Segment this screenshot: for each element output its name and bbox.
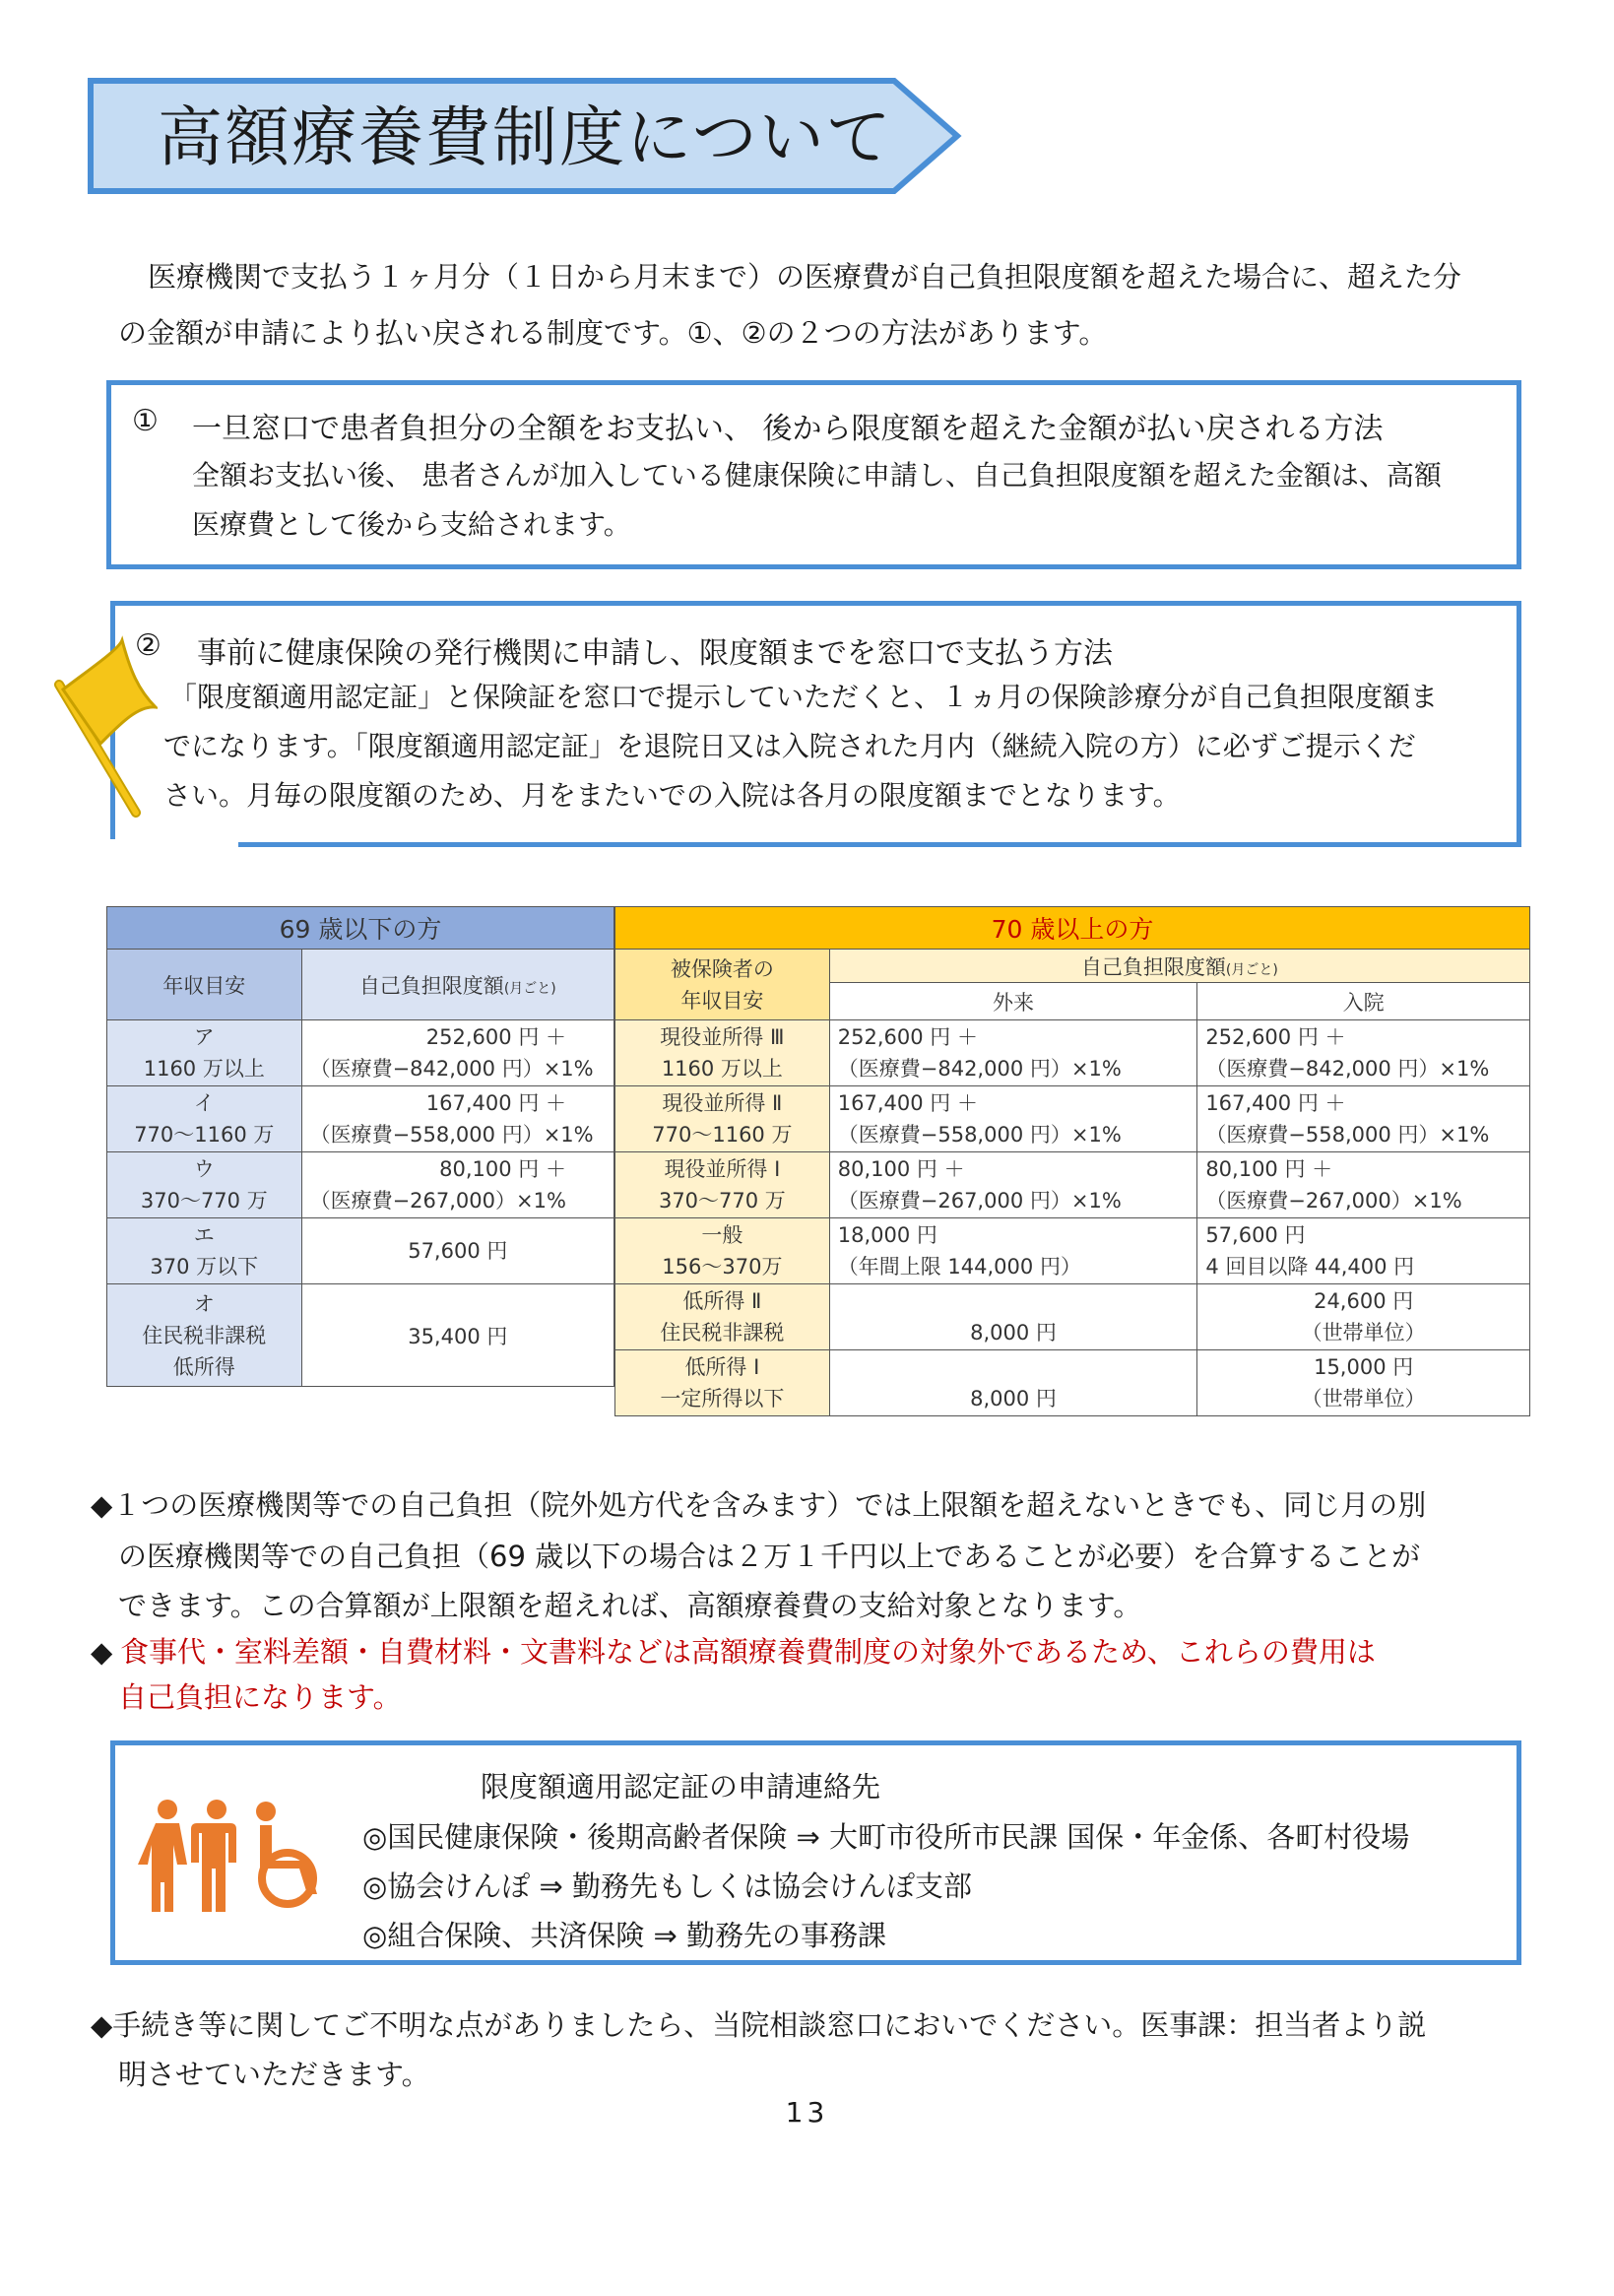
contact-line-1: ◎国民健康保険・後期高齢者保険 ⇒ 大町市役所市民課 国保・年金係、各町村役場: [362, 1820, 1410, 1854]
t70-grade: 現役並所得 Ⅲ: [660, 1025, 785, 1049]
t69-grade: イ: [193, 1091, 215, 1115]
intro-line-1: 医療機関で支払う１ヶ月分（１日から月末まで）の医療費が自己負担限度額を超えた場合に、超えた分: [148, 260, 1462, 294]
t70-out1: 167,400 円 ＋: [837, 1091, 978, 1115]
table-row: [615, 1086, 1530, 1152]
t70-in1: 80,100 円 ＋: [1205, 1157, 1333, 1181]
page-number: 13: [785, 2096, 829, 2129]
table69-col-income: 年収目安: [107, 950, 302, 1020]
t69-grade: ウ: [193, 1157, 215, 1181]
note-2-line-2: 自己負担になります。: [118, 1680, 402, 1714]
note-3-line-2: 明させていただきます。: [118, 2058, 430, 2091]
t70-grade: 現役並所得 Ⅱ: [662, 1091, 783, 1115]
t70-in2: （世帯単位）: [1301, 1321, 1426, 1345]
method1-body-2: 医療費として後から支給されます。: [192, 508, 631, 541]
t70-out1: [838, 1285, 1190, 1317]
note-1-line-1: ◆１つの医療機関等での自己負担（院外処方代を含みます）では上限額を超えないときでも、同じ月の別: [91, 1488, 1427, 1522]
table-row: [107, 1152, 614, 1218]
method2-body-2: でになります。「限度額適用認定証」を退院日又は入院された月内（継続入院の方）に必ずご提示くだ: [163, 730, 1416, 762]
t70-out2: 8,000 円: [970, 1321, 1057, 1345]
table-row: [107, 1020, 614, 1086]
contact-line-2: ◎協会けんぽ ⇒ 勤務先もしくは協会けんぽ支部: [362, 1870, 973, 1903]
t70-out2: （医療費−558,000 円）×1%: [837, 1123, 1122, 1147]
t70-in2: （世帯単位）: [1301, 1387, 1426, 1410]
method1-body-1: 全額お支払い後、 患者さんが加入している健康保険に申請し、自己負担限度額を超えた金額は、高額: [192, 459, 1442, 492]
t69-income: 770〜1160 万: [134, 1123, 275, 1147]
t69-income2: 低所得: [172, 1354, 235, 1379]
method1-heading: 一旦窓口で患者負担分の全額をお支払い、 後から限度額を超えた金額が払い戻される方法: [192, 412, 1384, 446]
table-row: [615, 1152, 1530, 1218]
t70-in2: 4 回目以降 44,400 円: [1205, 1255, 1415, 1279]
note-2-marker: ◆: [91, 1635, 113, 1669]
t70-in1: 15,000 円: [1314, 1355, 1414, 1379]
t69-limit1: 35,400 円: [408, 1324, 508, 1348]
method2-heading: 事前に健康保険の発行機関に申請し、限度額までを窓口で支払う方法: [197, 636, 1113, 671]
t70-col-income2: 年収目安: [680, 988, 764, 1013]
table70-col-inpatient: 入院: [1197, 983, 1530, 1020]
t70-in1: 252,600 円 ＋: [1205, 1025, 1346, 1049]
t70-col-income1: 被保険者の: [670, 956, 774, 981]
t69-grade: エ: [193, 1223, 215, 1247]
t69-income: 370 万以下: [150, 1255, 259, 1279]
method1-number: ①: [132, 404, 159, 438]
t69-income: 住民税非課税: [142, 1323, 267, 1347]
t70-income: 156〜370万: [662, 1255, 783, 1279]
t69-income: 370〜770 万: [140, 1189, 268, 1213]
t70-out1: 252,600 円 ＋: [837, 1025, 978, 1049]
table-row: [107, 1218, 614, 1284]
contact-title: 限度額適用認定証の申請連絡先: [481, 1770, 881, 1804]
t69-limit2: 57,600 円: [408, 1239, 508, 1263]
t70-in1: 167,400 円 ＋: [1205, 1091, 1346, 1115]
people-wheelchair-icon: [138, 1798, 335, 1916]
t70-income: 一定所得以下: [660, 1387, 785, 1410]
method2-body-1: 「限度額適用認定証」と保険証を窓口で提示していただくと、１ヵ月の保険診療分が自己負担限度額ま: [169, 681, 1439, 713]
intro-line-2: の金額が申請により払い戻される制度です。①、②の２つの方法があります。: [118, 316, 1108, 350]
table-row: [615, 1284, 1530, 1350]
t69-limit1: 80,100 円 ＋: [439, 1157, 566, 1181]
t70-income: 770〜1160 万: [652, 1123, 793, 1147]
t70-col-limit-suffix: (月ごと): [1225, 961, 1278, 978]
method2-box-gap: [110, 839, 238, 849]
t69-limit1: 252,600 円 ＋: [425, 1025, 566, 1049]
t70-grade: 現役並所得 Ⅰ: [664, 1157, 781, 1181]
t70-in1: 57,600 円: [1205, 1223, 1306, 1247]
table69-col-limit-label: 自己負担限度額: [358, 973, 504, 998]
t70-col-limit-label: 自己負担限度額: [1080, 954, 1226, 979]
t70-out2: （年間上限 144,000 円）: [837, 1255, 1081, 1279]
method2-number: ②: [135, 628, 161, 663]
table-69-and-under: [106, 906, 614, 1387]
table-row: [615, 1020, 1530, 1086]
table70-col-outpatient: 外来: [829, 983, 1197, 1020]
table-row: [615, 1350, 1530, 1416]
t70-in2: （医療費−842,000 円）×1%: [1205, 1057, 1490, 1081]
note-1-line-2: の医療機関等での自己負担（69 歳以下の場合は２万１千円以上であることが必要）を合算することが: [118, 1540, 1421, 1573]
table70-col-income: [615, 950, 830, 1020]
t70-out2: （医療費−842,000 円）×1%: [837, 1057, 1122, 1081]
table-row: [107, 1284, 614, 1387]
t70-income: 1160 万以上: [661, 1057, 783, 1081]
table69-col-limit-suffix: (月ごと): [503, 980, 556, 997]
t70-in1: 24,600 円: [1314, 1289, 1414, 1313]
t69-limit2: （医療費−558,000 円）×1%: [309, 1123, 594, 1147]
note-2-line-1: 食事代・室料差額・自費材料・文書料などは高額療養費制度の対象外であるため、これらの費用は: [120, 1635, 1376, 1669]
t70-grade: 一般: [701, 1223, 743, 1247]
table70-col-limit: [829, 950, 1529, 983]
t69-limit1: 167,400 円 ＋: [425, 1091, 566, 1115]
table69-col-limit: [301, 950, 613, 1020]
t69-limit2: （医療費−842,000 円）×1%: [309, 1057, 594, 1081]
t70-out1: [838, 1351, 1190, 1383]
t70-in2: （医療費−558,000 円）×1%: [1205, 1123, 1490, 1147]
t69-income: 1160 万以上: [143, 1057, 265, 1081]
t70-out2: 8,000 円: [970, 1387, 1057, 1410]
page-title: 高額療養費制度について: [158, 99, 893, 175]
t69-limit2: （医療費−267,000）×1%: [309, 1189, 566, 1213]
t69-grade: ア: [193, 1025, 215, 1049]
t70-in2: （医療費−267,000）×1%: [1205, 1189, 1462, 1213]
t70-income: 住民税非課税: [660, 1321, 785, 1345]
contact-line-3: ◎組合保険、共済保険 ⇒ 勤務先の事務課: [362, 1919, 887, 1952]
t69-grade: オ: [193, 1291, 215, 1316]
note-1-line-3: できます。この合算額が上限額を超えれば、高額療養費の支給対象となります。: [118, 1589, 1142, 1622]
table69-header: 69 歳以下の方: [107, 907, 614, 950]
note-3-line-1: ◆手続き等に関してご不明な点がありましたら、当院相談窓口においでください。医事課：担当者より説: [91, 2008, 1427, 2042]
table70-header: 70 歳以上の方: [615, 907, 1530, 950]
table-row: [615, 1218, 1530, 1284]
table-70-and-over: [614, 906, 1530, 1416]
flag-icon: [39, 630, 158, 818]
t70-grade: 低所得 Ⅱ: [682, 1289, 762, 1313]
t70-out1: 80,100 円 ＋: [837, 1157, 965, 1181]
table-row: [107, 1086, 614, 1152]
method2-body-3: さい。月毎の限度額のため、月をまたいでの入院は各月の限度額までとなります。: [163, 779, 1181, 812]
t70-grade: 低所得 Ⅰ: [684, 1355, 760, 1379]
t70-out1: 18,000 円: [837, 1223, 937, 1247]
t70-income: 370〜770 万: [658, 1189, 786, 1213]
t70-out2: （医療費−267,000 円）×1%: [837, 1189, 1122, 1213]
